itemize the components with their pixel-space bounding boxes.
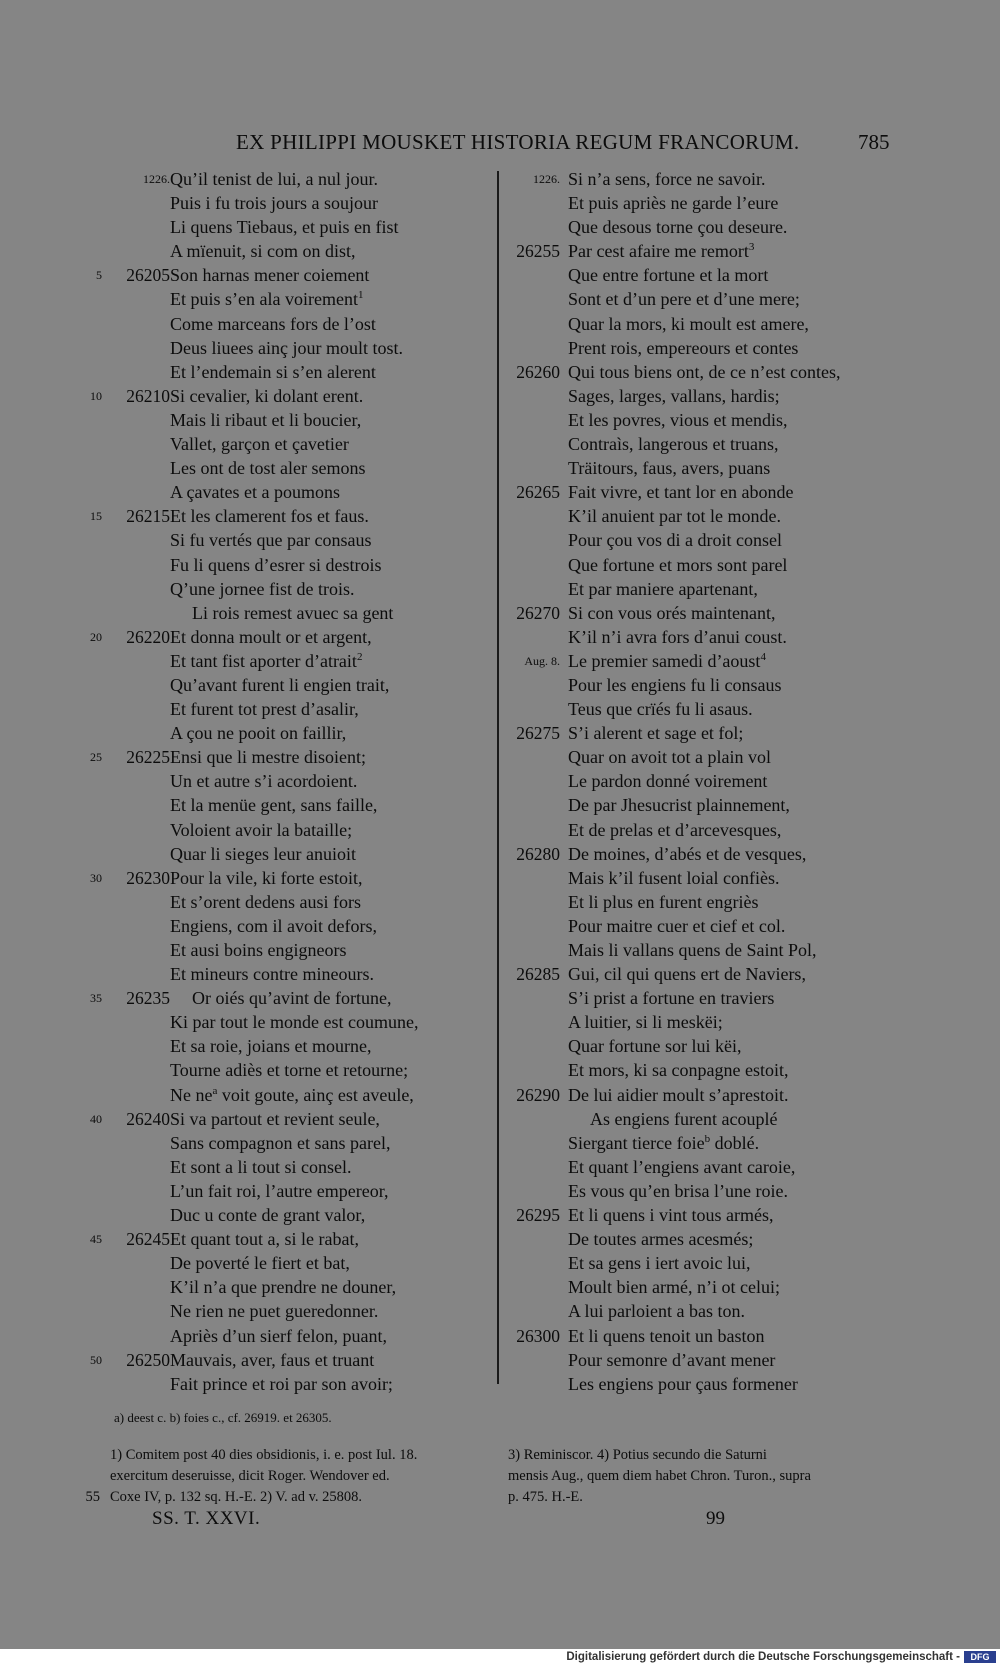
verse-line	[80, 312, 480, 336]
verse-text: Et quant tout a, si le rabat,	[170, 1229, 359, 1250]
verse-line	[502, 986, 922, 1010]
line-count: 15	[90, 509, 102, 524]
verse-line	[80, 1275, 480, 1299]
verse-text: A luitier, si li meskëi;	[568, 1012, 723, 1033]
verse-number: 26220	[126, 626, 170, 647]
verse-text: Et puis s’en ala voirement$^1$	[170, 289, 364, 310]
verse-number: 26225	[126, 747, 170, 768]
verse-text: Ne $ne^a$ voit goute, ainç est aveule,	[170, 1084, 414, 1105]
verse-line	[80, 1299, 480, 1323]
verse-column-left	[80, 167, 480, 1396]
page-header	[0, 130, 1000, 160]
verse-line	[502, 577, 922, 601]
verse-line	[80, 432, 480, 456]
verse-number: 26285	[516, 964, 560, 985]
verse-line	[80, 818, 480, 842]
verse-line	[80, 263, 480, 287]
verse-line	[80, 601, 480, 625]
verse-text: Et li quens tenoit un baston	[568, 1325, 765, 1346]
verse-text: Qu’avant furent li engien trait,	[170, 674, 390, 695]
verse-text: De poverté le fiert et bat,	[170, 1253, 350, 1274]
verse-text: Deus liuees ainç jour moult tost.	[170, 337, 403, 358]
verse-text: Sages, larges, vallans, hardis;	[568, 385, 780, 406]
verse-text: De lui aidier moult s’aprestoit.	[568, 1084, 789, 1105]
verse-line	[502, 721, 922, 745]
verse-text: Et ausi boins engigneors	[170, 940, 347, 960]
verse-text: Et quant l’engiens avant caroie,	[568, 1156, 796, 1177]
verse-line	[80, 1010, 480, 1034]
verse-line	[80, 287, 480, 311]
footnote-line	[80, 1487, 495, 1508]
verse-line	[80, 962, 480, 986]
verse-text: Duc u conte de grant valor,	[170, 1205, 366, 1226]
verse-text: Et donna moult or et argent,	[170, 626, 372, 647]
dfg-logo-icon: DFG	[964, 1651, 996, 1663]
verse-text: S’i alerent et sage et fol;	[568, 723, 744, 744]
verse-line	[502, 818, 922, 842]
verse-text: Quar li sieges leur anuioit	[170, 843, 356, 864]
verse-line	[502, 1083, 922, 1107]
verse-line	[502, 1131, 922, 1155]
verse-line	[80, 384, 480, 408]
verse-line	[502, 312, 922, 336]
running-title: EX PHILIPPI MOUSKET HISTORIA REGUM FRANCORUM.	[236, 130, 800, 154]
verse-text: Fait vivre, et tant lor en abonde	[568, 482, 794, 503]
verse-line	[80, 1251, 480, 1275]
verse-text: A mïenuit, si com on dist,	[170, 241, 356, 262]
verse-line	[80, 625, 480, 649]
verse-text: Mais li vallans quens de Saint Pol,	[568, 940, 817, 960]
verse-line	[502, 1010, 922, 1034]
line-count: 20	[90, 629, 102, 644]
verse-text: Les engiens pour çaus formener	[568, 1373, 798, 1394]
verse-text: Pour les engiens fu li consaus	[568, 674, 782, 695]
verse-text: Contraìs, langerous et truans,	[568, 434, 779, 455]
line-count: 30	[90, 870, 102, 885]
verse-line	[80, 1131, 480, 1155]
verse-line	[502, 625, 922, 649]
footnote-text: 1) Comitem post 40 dies obsidionis, i. e. post Iul. 18.	[110, 1447, 418, 1463]
verse-number: 26215	[126, 506, 170, 527]
verse-line	[80, 769, 480, 793]
line-count: 50	[90, 1352, 102, 1367]
footnote-line	[508, 1466, 896, 1487]
verse-column-right	[502, 167, 922, 1396]
verse-text: Prent rois, empereours et contes	[568, 337, 799, 358]
verse-line	[80, 528, 480, 552]
verse-text: Quar la mors, ki moult est amere,	[568, 313, 809, 334]
verse-text: K’il anuient par tot le monde.	[568, 506, 781, 527]
verse-line	[80, 1372, 480, 1396]
verse-number: 26255	[516, 241, 560, 262]
verse-number: 26240	[126, 1108, 170, 1129]
note-reference: 4	[760, 650, 766, 663]
verse-line	[502, 1372, 922, 1396]
verse-number: 26300	[516, 1325, 560, 1346]
verse-line	[80, 239, 480, 263]
verse-line	[502, 336, 922, 360]
verse-line	[80, 890, 480, 914]
verse-text: As engiens furent acouplé	[590, 1108, 778, 1129]
verse-text: Et l’endemain si s’en alerent	[170, 361, 376, 382]
verse-line	[80, 553, 480, 577]
verse-line	[502, 866, 922, 890]
verse-text: Engiens, com il avoit defors,	[170, 915, 377, 936]
verse-line	[502, 769, 922, 793]
verse-line	[80, 1083, 480, 1107]
verse-line	[502, 1058, 922, 1082]
verse-text: K’il n’a que prendre ne douner,	[170, 1277, 397, 1298]
verse-text: Et li quens i vint tous armés,	[568, 1205, 774, 1226]
note-reference: b	[704, 1132, 711, 1145]
verse-number: 26275	[516, 723, 560, 744]
verse-number: 26295	[516, 1205, 560, 1226]
footnote-line	[508, 1487, 896, 1508]
verse-text: Si va partout et revient seule,	[170, 1108, 380, 1129]
verse-line	[80, 1324, 480, 1348]
footnote-text: 3) Reminiscor. 4) Potius secundo die Saturni	[508, 1447, 767, 1463]
verse-text: Un et autre s’i acordoient.	[170, 771, 358, 792]
line-count: 40	[90, 1111, 102, 1126]
verse-number: 26270	[516, 602, 560, 623]
verse-text: Et par maniere apartenant,	[568, 578, 758, 599]
verse-text: Et les povres, vious et mendis,	[568, 409, 788, 430]
note-reference: 1	[357, 289, 364, 302]
line-count: 55	[85, 1489, 100, 1505]
date-marker: 1226.	[143, 172, 170, 186]
verse-text: Q’une jornee fist de trois.	[170, 578, 355, 599]
footnote-line	[80, 1445, 495, 1466]
printer-signature: SS. T. XXVI.	[152, 1508, 261, 1529]
verse-line	[80, 1179, 480, 1203]
verse-line	[502, 1203, 922, 1227]
verse-line	[80, 649, 480, 673]
footnotes-left	[80, 1445, 495, 1508]
verse-text: Come marceans fors de l’ost	[170, 313, 376, 334]
verse-line	[80, 167, 480, 191]
verse-text: Pour la vile, ki forte estoit,	[170, 867, 363, 888]
verse-line	[502, 167, 922, 191]
verse-text: Qui tous biens ont, de ce n’est contes,	[568, 361, 841, 382]
verse-text: Et sa roie, joians et mourne,	[170, 1036, 372, 1057]
verse-line	[80, 721, 480, 745]
footnotes-right	[508, 1445, 896, 1508]
verse-text: Träitours, faus, avers, puans	[568, 458, 771, 479]
verse-text: Teus que crïés fu li asaus.	[568, 699, 753, 720]
verse-line	[502, 553, 922, 577]
page-number: 785	[858, 130, 890, 154]
verse-line	[80, 986, 480, 1010]
verse-text: Si fu vertés que par consaus	[170, 530, 372, 551]
verse-line	[502, 914, 922, 938]
dfg-credit-text: Digitalisierung gefördert durch die Deutsche Forschungsgemeinschaft -	[566, 1651, 960, 1663]
verse-text: Et sa gens i iert avoic lui,	[568, 1253, 751, 1274]
date-marker: Aug. 8.	[524, 653, 560, 668]
verse-line	[502, 890, 922, 914]
verse-text: Par cest afaire me remort$^3$	[568, 241, 755, 262]
verse-text: De moines, d’abés et de vesques,	[568, 843, 807, 864]
verse-text: K’il n’i avra fors d’anui coust.	[568, 626, 787, 647]
verse-text: Vallet, garçon et çavetier	[170, 434, 349, 455]
verse-text: Son harnas mener coiement	[170, 265, 370, 286]
verse-line	[502, 842, 922, 866]
verse-text: Et mineurs contre mineours.	[170, 964, 374, 985]
verse-line	[502, 673, 922, 697]
verse-text: Que entre fortune et la mort	[568, 265, 769, 286]
verse-text: Gui, cil qui quens ert de Naviers,	[568, 964, 806, 985]
line-count: 35	[90, 991, 102, 1006]
verse-text: Et de prelas et d’arcevesques,	[568, 819, 782, 840]
verse-line	[80, 456, 480, 480]
date-marker: 1226.	[533, 172, 560, 186]
verse-line	[80, 1107, 480, 1131]
verse-line	[80, 215, 480, 239]
verse-line	[80, 360, 480, 384]
verse-text: Fait prince et roi par son avoir;	[170, 1373, 393, 1394]
verse-line	[80, 408, 480, 432]
verse-text: Sont et d’un pere et d’une mere;	[568, 289, 800, 310]
verse-text: Que fortune et mors sont parel	[568, 554, 788, 575]
verse-text: Pour çou vos di a droit consel	[568, 530, 782, 551]
verse-text: Que desous torne çou deseure.	[568, 217, 788, 238]
verse-text: Mais k’il fusent loial confiès.	[568, 867, 780, 888]
verse-line	[502, 215, 922, 239]
verse-text: Fu li quens d’esrer si destrois	[170, 554, 382, 575]
verse-text: Et les clamerent fos et faus.	[170, 506, 369, 527]
verse-line	[80, 1203, 480, 1227]
verse-text: Et tant fist aporter d’atrait$^2$	[170, 650, 363, 671]
verse-line	[502, 191, 922, 215]
verse-line	[80, 673, 480, 697]
verse-line	[80, 914, 480, 938]
footnote-line	[80, 1466, 495, 1487]
line-count: 25	[90, 750, 102, 765]
verse-line	[80, 842, 480, 866]
verse-text: Ensi que li mestre disoient;	[170, 747, 366, 768]
verse-text: Quar fortune sor lui këi,	[568, 1036, 742, 1057]
verse-text: Et s’orent dedens ausi fors	[170, 891, 361, 912]
verse-text: A çou ne pooit on faillir,	[170, 723, 347, 744]
verse-number: 26245	[126, 1229, 170, 1250]
verse-text: Li rois remest avuec sa gent	[192, 602, 394, 623]
verse-line	[502, 408, 922, 432]
verse-line	[502, 601, 922, 625]
verse-number: 26210	[126, 385, 170, 406]
verse-text: A lui parloient a bas ton.	[568, 1301, 745, 1322]
verse-line	[502, 1324, 922, 1348]
note-reference: 2	[356, 650, 363, 663]
verse-line	[502, 1155, 922, 1179]
footnote-text: p. 475. H.-E.	[508, 1489, 583, 1505]
footnote-text: mensis Aug., quem diem habet Chron. Turon., supra	[508, 1468, 811, 1484]
verse-text: Et sont a li tout si consel.	[170, 1156, 352, 1177]
verse-text: Puis i fu trois jours a soujour	[170, 193, 379, 214]
verse-text: Li quens Tiebaus, et puis en fist	[170, 217, 399, 238]
verse-line	[80, 697, 480, 721]
verse-line	[502, 1299, 922, 1323]
verse-line	[502, 1227, 922, 1251]
verse-line	[80, 480, 480, 504]
verse-text: A çavates et a poumons	[170, 482, 340, 503]
verse-line	[502, 239, 922, 263]
verse-text: Le premier samedi d’aoust$^4$	[568, 650, 766, 671]
verse-number: 26230	[126, 867, 170, 888]
verse-line	[502, 1275, 922, 1299]
verse-text: Siergant tierce foie$^b$ doblé.	[568, 1132, 760, 1153]
verse-line	[502, 360, 922, 384]
line-count: 5	[96, 268, 102, 283]
verse-text: S’i prist a fortune en traviers	[568, 988, 775, 1009]
footnote-line	[508, 1445, 896, 1466]
verse-number: 26290	[516, 1084, 560, 1105]
verse-text: Les ont de tost aler semons	[170, 458, 366, 479]
verse-text: Mais li ribaut et li boucier,	[170, 409, 362, 430]
verse-text: Quar on avoit tot a plain vol	[568, 747, 771, 768]
verse-text: De par Jhesucrist plainnement,	[568, 795, 790, 816]
verse-text: Apriès d’un sierf felon, puant,	[170, 1325, 387, 1346]
verse-line	[80, 191, 480, 215]
verse-text: De toutes armes acesmés;	[568, 1229, 754, 1250]
verse-line	[502, 938, 922, 962]
verse-line	[502, 745, 922, 769]
column-divider	[497, 171, 499, 1384]
digitization-credit-bar	[0, 1649, 1000, 1665]
verse-text: L’un fait roi, l’autre empereor,	[170, 1180, 389, 1201]
verse-number: 26205	[126, 265, 170, 286]
verse-line	[502, 384, 922, 408]
verse-text: Mauvais, aver, faus et truant	[170, 1349, 375, 1370]
sheet-number: 99	[706, 1508, 725, 1529]
verse-text: Si cevalier, ki dolant erent.	[170, 385, 364, 406]
verse-number: 26265	[516, 482, 560, 503]
verse-line	[80, 1348, 480, 1372]
verse-line	[502, 697, 922, 721]
verse-line	[502, 480, 922, 504]
verse-line	[502, 1348, 922, 1372]
verse-number: 26250	[126, 1349, 170, 1370]
verse-line	[502, 1034, 922, 1058]
verse-text: Ne rien ne puet gueredonner.	[170, 1301, 379, 1322]
verse-text: Or oiés qu’avint de fortune,	[192, 988, 392, 1009]
verse-line	[80, 577, 480, 601]
verse-text: Sans compagnon et sans parel,	[170, 1132, 391, 1153]
verse-line	[80, 866, 480, 890]
verse-text: Es vous qu’en brisa l’une roie.	[568, 1180, 788, 1201]
verse-text: Moult bien armé, n’i ot celui;	[568, 1277, 780, 1298]
verse-text: Et mors, ki sa conpagne estoit,	[568, 1060, 789, 1081]
verse-line	[80, 938, 480, 962]
verse-line	[80, 1227, 480, 1251]
verse-line	[502, 456, 922, 480]
note-reference: a	[212, 1084, 218, 1097]
verse-line	[502, 649, 922, 673]
verse-text: Ki par tout le monde est coumune,	[170, 1012, 419, 1033]
verse-line	[80, 1034, 480, 1058]
verse-line	[502, 793, 922, 817]
verse-line	[502, 263, 922, 287]
verse-line	[502, 528, 922, 552]
verse-line	[502, 287, 922, 311]
note-reference: 3	[748, 241, 755, 254]
verse-text: Et furent tot prest d’asalir,	[170, 699, 359, 720]
verse-line	[502, 1107, 922, 1131]
verse-line	[80, 504, 480, 528]
verse-number: 26260	[516, 361, 560, 382]
verse-line	[502, 962, 922, 986]
verse-text: Si n’a sens, force ne savoir.	[568, 169, 766, 189]
verse-text: Le pardon donné voirement	[568, 771, 768, 792]
verse-line	[502, 1179, 922, 1203]
verse-text: Et la menüe gent, sans faille,	[170, 795, 378, 816]
verse-text: Pour maitre cuer et cief et col.	[568, 915, 786, 936]
verse-text: Si con vous orés maintenant,	[568, 602, 776, 623]
verse-line	[80, 1058, 480, 1082]
line-count: 10	[90, 388, 102, 403]
verse-line	[80, 745, 480, 769]
verse-line	[502, 432, 922, 456]
footnote-text: Coxe IV, p. 132 sq. H.-E. 2) V. ad v. 25808.	[110, 1489, 363, 1505]
verse-line	[502, 1251, 922, 1275]
verse-line	[80, 1155, 480, 1179]
verse-line	[80, 793, 480, 817]
verse-text: Tourne adiès et torne et retourne;	[170, 1060, 409, 1081]
variant-notes: a) deest c. b) foies c., cf. 26919. et 26305.	[114, 1410, 332, 1425]
verse-text: Pour semonre d’avant mener	[568, 1349, 776, 1370]
verse-number: 26280	[516, 843, 560, 864]
verse-text: Voloient avoir la bataille;	[170, 819, 353, 840]
verse-text: Qu’il tenist de lui, a nul jour.	[170, 169, 378, 189]
verse-text: Et puis apriès ne garde l’eure	[568, 193, 779, 214]
verse-number: 26235	[126, 988, 170, 1009]
line-count: 45	[90, 1232, 102, 1247]
verse-text: Et li plus en furent engriès	[568, 891, 759, 912]
verse-line	[502, 504, 922, 528]
footnote-text: exercitum deseruisse, dicit Roger. Wendover ed.	[110, 1468, 390, 1484]
verse-line	[80, 336, 480, 360]
